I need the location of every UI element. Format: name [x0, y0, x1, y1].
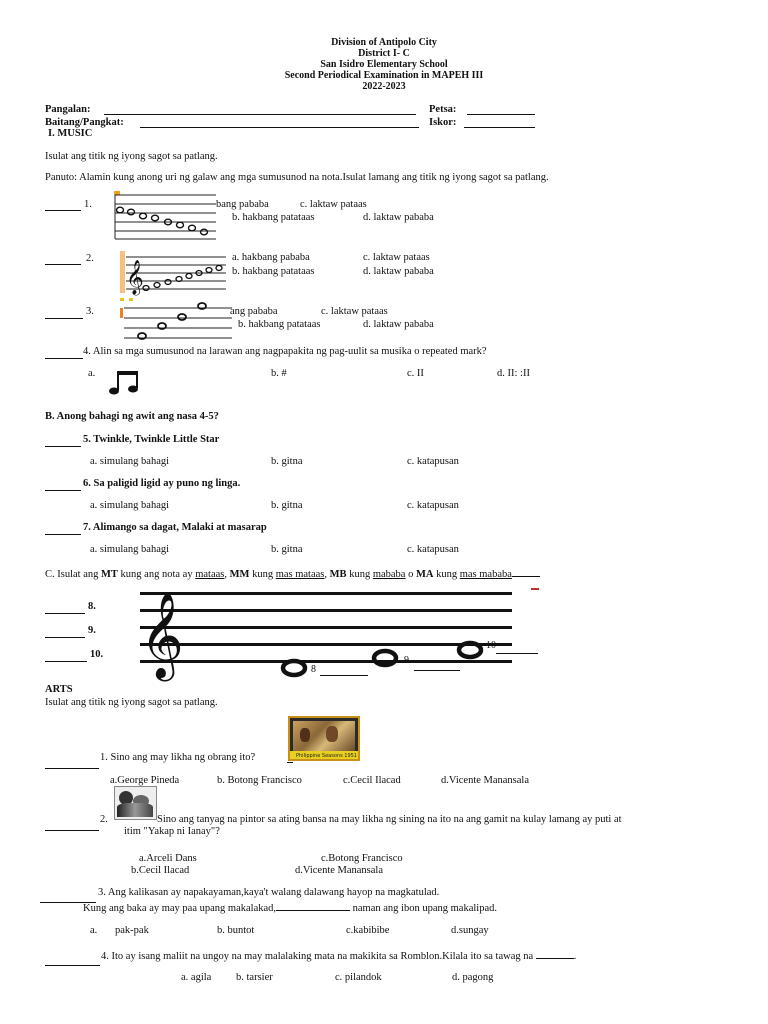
q7-blank[interactable]: [45, 524, 81, 535]
q3-number: 3.: [86, 306, 94, 317]
q3-choice-b: b. hakbang patataas: [238, 319, 321, 330]
q5-choice-b: b. gitna: [271, 456, 303, 467]
q1-choice-c: c. laktaw pataas: [300, 199, 367, 210]
arts-q4-question: 4. Ito ay isang maliit na ungoy na may malalaking mata na makikita sa Romblon.Kilala ito sa tawag na .: [101, 948, 576, 963]
score-blank[interactable]: [464, 117, 535, 128]
arts-q1-answer-line: [287, 752, 293, 763]
arts-instruction: Isulat ang titik ng iyong sagot sa patlang.: [45, 697, 218, 708]
q10-note-label: 10: [486, 640, 496, 651]
music-instruction: Isulat ang titik ng iyong sagot sa patlang.: [45, 151, 218, 162]
arts-q3-choice-d: d.sungay: [451, 925, 489, 936]
arts-q4-choice-d: d. pagong: [452, 972, 494, 983]
arts-heading: ARTS: [45, 684, 73, 695]
arts-q1-blank[interactable]: [45, 758, 99, 769]
arts-q3-question: 3. Ang kalikasan ay napakayaman,kaya't walang dalawang hayop na magkatulad.: [98, 887, 440, 898]
q10-number: 10.: [90, 649, 104, 660]
arts-q3-choice-b: b. buntot: [217, 925, 255, 936]
q3-blank[interactable]: [45, 308, 83, 319]
arts-q4-choice-b: b. tarsier: [236, 972, 273, 983]
arts-q1-question: 1. Sino ang may likha ng obrang ito?: [100, 752, 256, 763]
q9-note-blank[interactable]: [414, 660, 460, 671]
q8-note-label: 8: [311, 664, 316, 675]
q1-choice-d: d. laktaw pababa: [363, 212, 434, 223]
q5-question: 5. Twinkle, Twinkle Little Star: [83, 434, 220, 445]
painting-caption: Philippine Seasons 1951: [296, 753, 357, 759]
q2-blank[interactable]: [45, 254, 81, 265]
q8-note-blank[interactable]: [320, 665, 368, 676]
q9-blank[interactable]: [45, 627, 85, 638]
q1-notes-svg: [112, 191, 216, 241]
arts-q3-choice-a-letter: a.: [90, 925, 98, 936]
q6-question: 6. Sa paligid ligid ay puno ng linga.: [83, 478, 241, 489]
q4-choice-c: c. II: [407, 368, 424, 379]
q3-choice-c: c. laktaw pataas: [321, 306, 388, 317]
svg-text:𝄞: 𝄞: [140, 592, 184, 678]
date-blank[interactable]: [467, 104, 535, 115]
eighth-notes-icon: [108, 370, 142, 396]
q2-choice-a: a. hakbang pababa: [232, 252, 310, 263]
painting-image: [288, 716, 360, 761]
arts-q4-choice-c: c. pilandok: [335, 972, 382, 983]
arts-q2-choice-c: c.Botong Francisco: [321, 853, 403, 864]
music-heading: I. MUSIC: [48, 128, 93, 139]
q7-question: 7. Alimango sa dagat, Malaki at masarap: [83, 522, 267, 533]
q10-note-blank[interactable]: [496, 643, 538, 654]
partb-heading: B. Anong bahagi ng awit ang nasa 4-5?: [45, 411, 219, 422]
header-school: San Isidro Elementary School: [320, 59, 448, 70]
q9-number: 9.: [88, 625, 96, 636]
arts-q1-choice-a: a.George Pineda: [110, 775, 180, 786]
q4-question: 4. Alin sa mga sumusunod na larawan ang nagpapakita ng pag-uulit sa musika o repeated mark?: [83, 346, 487, 357]
q3-notes-svg: [120, 296, 232, 344]
q9-note-label: 9: [404, 655, 409, 666]
arts-q1-choice-c: c.Cecil Ilacad: [343, 775, 401, 786]
q7-choice-c: c. katapusan: [407, 544, 459, 555]
arts-q2-choice-b: b.Cecil Ilacad: [131, 865, 190, 876]
grade-blank[interactable]: [140, 117, 419, 128]
header-year: 2022-2023: [362, 81, 406, 92]
q10-blank[interactable]: [45, 651, 87, 662]
arts-q2-question: Sino ang tanyag na pintor sa ating bansa na may likha ng sining na ito na ang gamit na kulay lamang ay puti at: [157, 814, 622, 825]
q6-choice-b: b. gitna: [271, 500, 303, 511]
q8-number: 8.: [88, 601, 96, 612]
q2-staff-image: [120, 249, 228, 297]
header-district: District I- C: [358, 48, 410, 59]
q3-choice-d: d. laktaw pababa: [363, 319, 434, 330]
arts-q3-choice-c: c.kabibibe: [346, 925, 390, 936]
arts-q2-question-2: itim "Yakap ni Ianay"?: [124, 826, 220, 837]
q2-choice-b: b. hakbang patataas: [232, 266, 315, 277]
arts-q3-question-2: Kung ang baka ay may paa upang makalakad, naman ang ibon upang makalipad.: [83, 900, 497, 915]
q7-choice-a: a. simulang bahagi: [90, 544, 170, 555]
date-label: Petsa:: [429, 104, 457, 115]
q7-choice-b: b. gitna: [271, 544, 303, 555]
q1-choice-a: bang pababa: [216, 199, 269, 210]
q3-choice-a: ang pababa: [230, 306, 278, 317]
q5-choice-a: a. simulang bahagi: [90, 456, 170, 467]
q4-choice-a: a.: [88, 368, 96, 379]
q4-choice-b: b. #: [271, 368, 287, 379]
q5-blank[interactable]: [45, 436, 81, 447]
arts-q3-choice-a: pak-pak: [115, 925, 149, 936]
score-label: Iskor:: [429, 117, 457, 128]
q8-blank[interactable]: [45, 603, 85, 614]
arts-q2-choice-a: a.Arceli Dans: [139, 853, 197, 864]
arts-q1-choice-d: d.Vicente Manansala: [441, 775, 529, 786]
arts-q4-blank[interactable]: [45, 955, 100, 966]
q2-choice-d: d. laktaw pababa: [363, 266, 434, 277]
name-blank[interactable]: [104, 104, 416, 115]
q3-staff-image: [120, 296, 232, 344]
music-directions: Panuto: Alamin kung anong uri ng galaw ang mga sumusunod na nota.Isulat lamang ang titik ng iyong sagot sa patlang.: [45, 172, 549, 183]
q2-notes-svg: [120, 249, 228, 297]
arts-q1-choice-b: b. Botong Francisco: [217, 775, 302, 786]
q1-choice-b: b. hakbang patataas: [232, 212, 315, 223]
q6-blank[interactable]: [45, 480, 81, 491]
yakap-painting-image: [114, 786, 157, 820]
arts-q2-choice-d: d.Vicente Manansala: [295, 865, 383, 876]
q4-choice-d: d. II: :II: [497, 368, 530, 379]
arts-q4-choice-a: a. agila: [181, 972, 212, 983]
grade-label: Baitang/Pangkat:: [45, 117, 124, 128]
header-division: Division of Antipolo City: [331, 37, 437, 48]
q1-staff-image: [112, 191, 216, 241]
name-label: Pangalan:: [45, 104, 91, 115]
header-exam: Second Periodical Examination in MAPEH III: [284, 70, 484, 81]
q5-choice-c: c. katapusan: [407, 456, 459, 467]
q6-choice-c: c. katapusan: [407, 500, 459, 511]
arts-q2-blank[interactable]: [45, 820, 99, 831]
partc-intro: C. Isulat ang MT kung ang nota ay mataas, MM kung mas mataas, MB kung mababa o MA kung mas mababa: [45, 566, 540, 581]
q2-choice-c: c. laktaw pataas: [363, 252, 430, 263]
q2-number: 2.: [86, 253, 94, 264]
arts-q2-number: 2.: [100, 814, 108, 825]
svg-text:𝄞: 𝄞: [126, 260, 144, 295]
q6-choice-a: a. simulang bahagi: [90, 500, 170, 511]
q1-number: 1.: [84, 199, 92, 210]
q1-blank[interactable]: [45, 200, 81, 211]
q4-blank[interactable]: [45, 348, 83, 359]
